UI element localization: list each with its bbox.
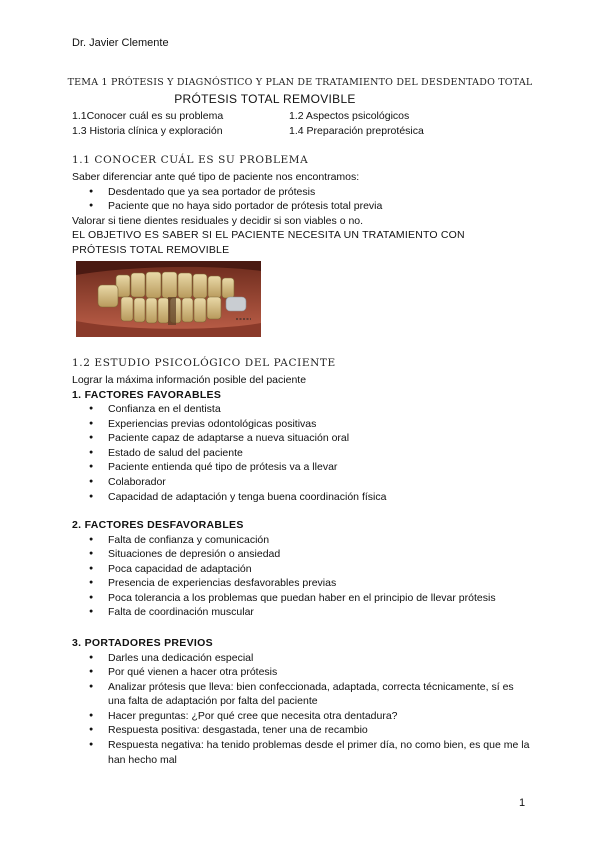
list-item: ● Poca tolerancia a los problemas que puedan haber en el principio de llevar prótesis [72,591,532,606]
toc-row [72,109,472,124]
document-title: PRÓTESIS TOTAL REMOVIBLE [174,92,356,106]
section-intro: Saber diferenciar ante qué tipo de paciente nos encontramos: [72,171,360,183]
toc-item: 1.1Conocer cuál es su problema [72,110,224,122]
table-of-contents [72,109,472,139]
list-item: ● Colaborador [72,475,532,490]
bullet-list [72,185,532,214]
list-item: ● Paciente entienda qué tipo de prótesis va a llevar [72,460,532,475]
list-item: ● Falta de confianza y comunicación [72,533,532,548]
section-intro: Lograr la máxima información posible del paciente [72,374,307,386]
author-header: Dr. Javier Clemente [72,37,169,49]
toc-row [72,124,472,139]
list-item: ● Confianza en el dentista [72,402,532,417]
list-item: ● Paciente capaz de adaptarse a nueva situación oral [72,431,532,446]
subsection-title: 1. FACTORES FAVORABLES [72,388,222,401]
list-item: ● Por qué vienen a hacer otra prótesis [72,665,532,680]
list-item: ● Respuesta positiva: desgastada, tener una de recambio [72,723,532,738]
list-item: ● Paciente que no haya sido portador de prótesis total previa [72,199,532,214]
list-item: ● Respuesta negativa: ha tenido problemas desde el primer día, no como bien, es que me la han hecho mal [72,738,532,767]
toc-item: 1.3 Historia clínica y exploración [72,125,223,137]
previous-wearers [72,636,532,767]
page-number: 1 [519,797,526,809]
bullet-list [72,402,532,504]
bullet-list [72,651,532,768]
objective-line: PRÓTESIS TOTAL REMOVIBLE [72,243,230,256]
list-item: ● Falta de coordinación muscular [72,605,532,620]
dental-photo [76,261,261,337]
list-item: ● Situaciones de depresión o ansiedad [72,547,532,562]
topic-title: TEMA 1 PRÓTESIS Y DIAGNÓSTICO Y PLAN DE TRATAMIENTO DEL DESDENTADO TOTAL [67,77,533,88]
list-item: ● Desdentado que ya sea portador de prótesis [72,185,532,200]
section-note: Valorar si tiene dientes residuales y decidir si son viables o no. [72,214,364,227]
toc-item: 1.2 Aspectos psicológicos [289,110,410,122]
section1-body [72,170,532,257]
list-item: ● Hacer preguntas: ¿Por qué cree que necesita otra dentadura? [72,709,532,724]
teeth-illustration [76,261,261,337]
subsection-title: 3. PORTADORES PREVIOS [72,637,213,649]
section2-body [72,373,532,504]
list-item: ● Darles una dedicación especial [72,651,532,666]
list-item: ● Estado de salud del paciente [72,446,532,461]
list-item: ● Experiencias previas odontológicas positivas [72,417,532,432]
section-heading: 1.1 CONOCER CUÁL ES SU PROBLEMA [72,154,309,166]
bullet-list [72,533,532,621]
subsection-title: 2. FACTORES DESFAVORABLES [72,519,244,531]
list-item: ● Analizar prótesis que lleva: bien confeccionada, adaptada, correcta técnicamente, sí es una falta de adaptación por falta del paciente [72,680,532,709]
unfavorable-factors [72,518,532,620]
list-item: ● Presencia de experiencias desfavorables previas [72,576,532,591]
section-heading: 1.2 ESTUDIO PSICOLÓGICO DEL PACIENTE [72,357,336,369]
list-item: ● Poca capacidad de adaptación [72,562,532,577]
objective-line: EL OBJETIVO ES SABER SI EL PACIENTE NECESITA UN TRATAMIENTO CON [72,229,465,242]
toc-item: 1.4 Preparación preprotésica [289,125,424,137]
list-item: ● Capacidad de adaptación y tenga buena coordinación física [72,490,532,505]
